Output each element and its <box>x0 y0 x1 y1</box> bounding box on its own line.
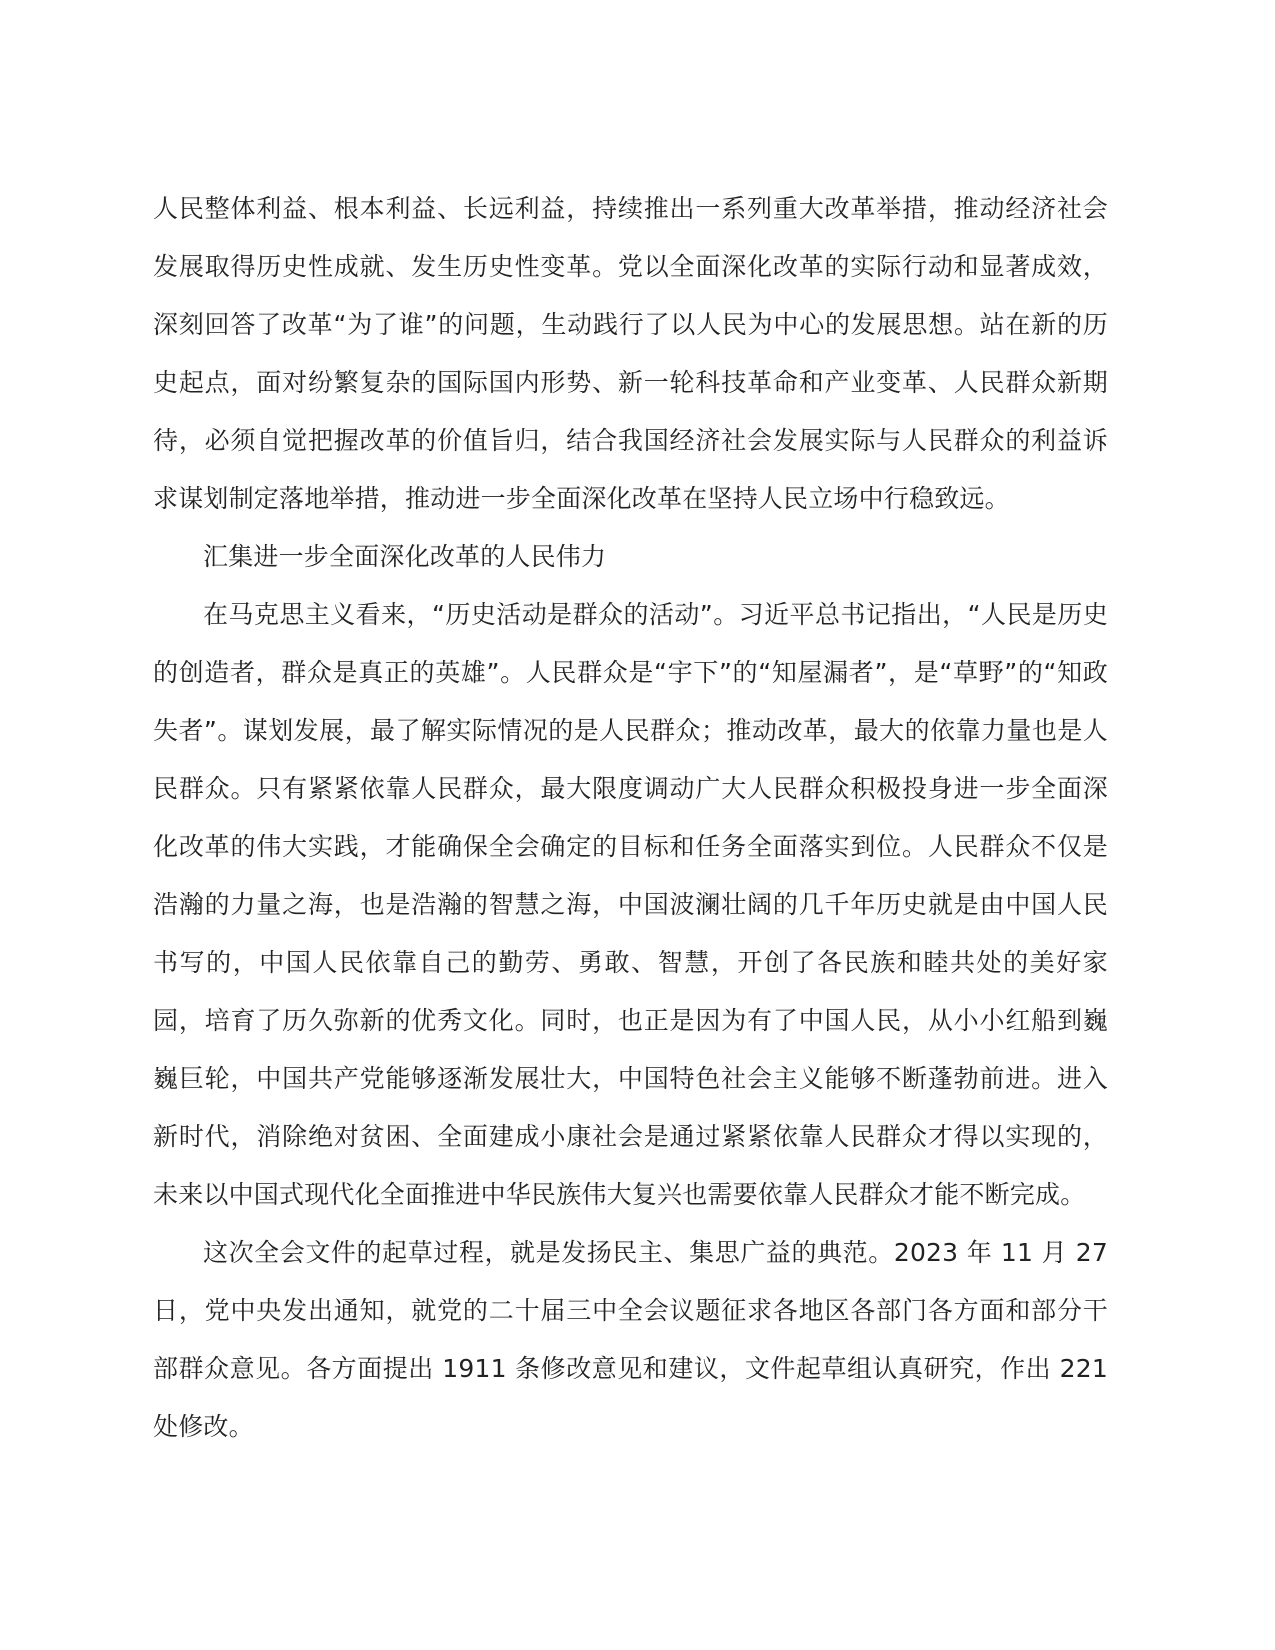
body-paragraph-3: 这次全会文件的起草过程，就是发扬民主、集思广益的典范。2023 年 11 月 27 日，党中央发出通知，就党的二十届三中全会议题征求各地区各部门各方面和部分干部群众意见。各方面提出 1911 条修改意见和建议，文件起草组认真研究，作出 221 处修改。 <box>153 1238 1108 1441</box>
body-paragraph-2: 在马克思主义看来，“历史活动是群众的活动”。习近平总书记指出，“人民是历史的创造者，群众是真正的英雄”。人民群众是“宇下”的“知屋漏者”，是“草野”的“知政失者”。谋划发展，最了解实际情况的是人民群众；推动改革，最大的依靠力量也是人民群众。只有紧紧依靠人民群众，最大限度调动广大人民群众积极投身进一步全面深化改革的伟大实践，才能确保全会确定的目标和任务全面落实到位。人民群众不仅是浩瀚的力量之海，也是浩瀚的智慧之海，中国波澜壮阔的几千年历史就是由中国人民书写的，中国人民依靠自己的勤劳、勇敢、智慧，开创了各民族和睦共处的美好家园，培育了历久弥新的优秀文化。同时，也正是因为有了中国人民，从小小红船到巍巍巨轮，中国共产党能够逐渐发展壮大，中国特色社会主义能够不断蓬勃前进。进入新时代，消除绝对贫困、全面建成小康社会是通过紧紧依靠人民群众才得以实现的，未来以中国式现代化全面推进中华民族伟大复兴也需要依靠人民群众才能不断完成。 <box>153 600 1108 1209</box>
section-heading: 汇集进一步全面深化改革的人民伟力 <box>203 542 607 571</box>
body-paragraph-1: 人民整体利益、根本利益、长远利益，持续推出一系列重大改革举措，推动经济社会发展取得历史性成就、发生历史性变革。党以全面深化改革的实际行动和显著成效，深刻回答了改革“为了谁”的问题，生动践行了以人民为中心的发展思想。站在新的历史起点，面对纷繁复杂的国际国内形势、新一轮科技革命和产业变革、人民群众新期待，必须自觉把握改革的价值旨归，结合我国经济社会发展实际与人民群众的利益诉求谋划制定落地举措，推动进一步全面深化改革在坚持人民立场中行稳致远。 <box>153 194 1108 513</box>
document-body <box>153 180 1108 1456</box>
